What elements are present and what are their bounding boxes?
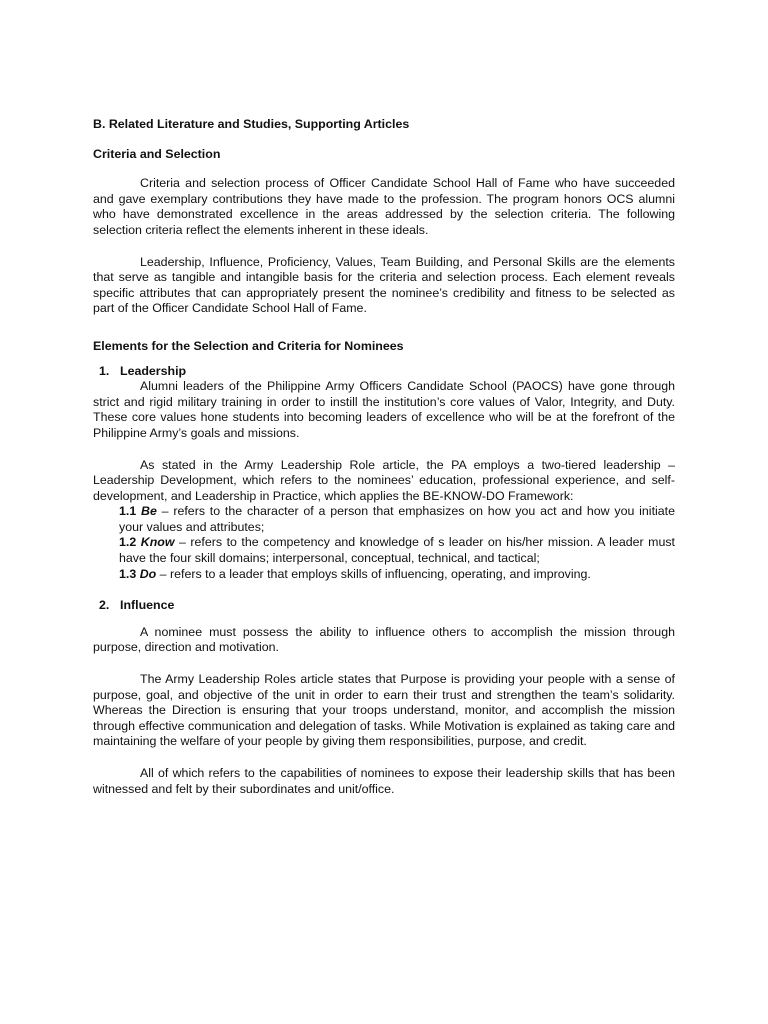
leadership-title: Leadership <box>120 363 187 378</box>
influence-heading <box>99 598 675 614</box>
influence-paragraph-1: A nominee must possess the ability to influence others to accomplish the mission through purpose, direction and motivation. <box>93 624 675 655</box>
influence-title: Influence <box>120 598 175 613</box>
leadership-paragraph-2: As stated in the Army Leadership Role article, the PA employs a two-tiered leadership – Leadership Development, which refers to the nominees’ education, professional experience, and self-development, and Leadership in Practice, which applies the BE-KNOW-DO Framework: <box>93 457 675 503</box>
influence-number: 2. <box>99 598 110 613</box>
framework-item-text: – refers to the competency and knowledge of s leader on his/her mission. A leader must have the four skill domains; interpersonal, conceptual, technical, and tactical; <box>119 535 675 566</box>
framework-item-term: Be <box>141 504 157 519</box>
leadership-heading <box>99 364 675 380</box>
framework-item-text: – refers to the character of a person that emphasizes on how you act and how you initiate your values and attributes; <box>119 504 675 534</box>
framework-item-number: 1.3 <box>119 566 137 581</box>
framework-item-number: 1.2 <box>119 535 137 550</box>
framework-item-number: 1.1 <box>119 504 137 519</box>
criteria-paragraph-1: Criteria and selection process of Officer Candidate School Hall of Fame who have succeeded and gave exemplary contributions they have made to the profession. The program honors OCS alumni who have demonstrated excellence in the areas addressed by the selection criteria. The following selection criteria reflect the elements inherent in these ideals. <box>93 176 675 237</box>
framework-item-know <box>119 535 675 566</box>
influence-paragraph-2: The Army Leadership Roles article states that Purpose is providing your people with a sense of purpose, goal, and objective of the unit in order to earn their trust and strengthen the team’s solidarity. Whereas the Direction is ensuring that your troops understand, monitor, and accomplish the mission through effective communication and delegation of tasks. While Motivation is explained as taking care and maintaining the welfare of your people by giving them responsibilities, purpose, and credit. <box>93 672 675 749</box>
framework-item-do <box>119 567 675 583</box>
elements-heading: Elements for the Selection and Criteria for Nominees <box>93 338 404 353</box>
influence-paragraph-3: All of which refers to the capabilities of nominees to expose their leadership skills that has been witnessed and felt by their subordinates and unit/office. <box>93 766 675 796</box>
criteria-paragraph-2: Leadership, Influence, Proficiency, Values, Team Building, and Personal Skills are the elements that serve as tangible and intangible basis for the criteria and selection process. Each element reveals specific attributes that can appropriately present the nominee’s credibility and fitness to be selected as part of the Officer Candidate School Hall of Fame. <box>93 254 675 316</box>
criteria-heading: Criteria and Selection <box>93 146 221 161</box>
framework-item-text: – refers to a leader that employs skills of influencing, operating, and improving. <box>156 566 591 581</box>
leadership-paragraph-1: Alumni leaders of the Philippine Army Officers Candidate School (PAOCS) have gone through strict and rigid military training in order to instill the institution’s core values of Valor, Integrity, and Duty. These core values hone students into becoming leaders of excellence who will be at the forefront of the Philippine Army’s goals and missions. <box>93 379 675 440</box>
framework-item-term: Do <box>139 566 157 581</box>
leadership-number: 1. <box>99 363 110 378</box>
section-title: B. Related Literature and Studies, Supporting Articles <box>93 117 410 131</box>
framework-item-term: Know <box>140 535 175 550</box>
document-page <box>93 117 675 797</box>
framework-item-be <box>119 504 675 535</box>
